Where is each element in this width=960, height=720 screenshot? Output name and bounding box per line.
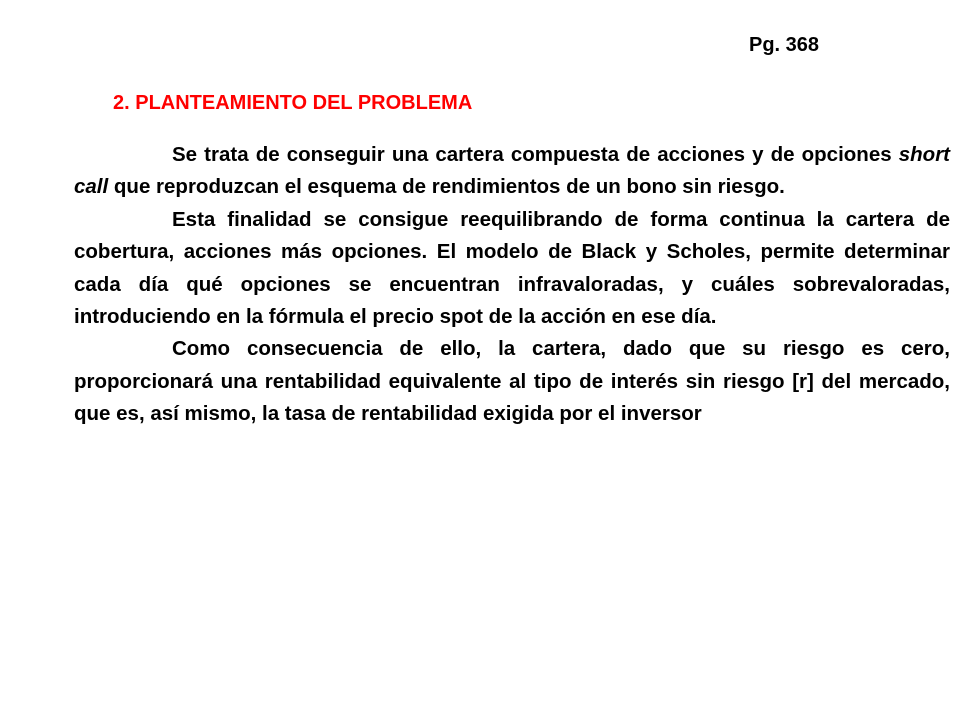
- section-title: 2. PLANTEAMIENTO DEL PROBLEMA: [113, 92, 473, 114]
- paragraph-1-emphasis: short call: [74, 143, 950, 199]
- paragraph-1-after: que reproduzcan el esquema de rendimientos de un bono sin riesgo.: [108, 175, 785, 199]
- body-text: [74, 139, 950, 431]
- paragraph-2: Esta finalidad se consigue reequilibrando de forma continua la cartera de cobertura, acciones más opciones. El modelo de Black y Scholes, permite determinar cada día qué opciones se encuentran infravaloradas, y cuáles sobrevaloradas, introduciendo en la fórmula el precio spot de la acción en ese día.: [74, 207, 950, 329]
- page-number: Pg. 368: [749, 34, 820, 56]
- paragraph-1: [74, 139, 950, 204]
- paragraph-3: Como consecuencia de ello, la cartera, dado que su riesgo es cero, proporcionará una rentabilidad equivalente al tipo de interés sin riesgo [r] del mercado, que es, así mismo, la tasa de rentabilidad exigida por el inversor: [74, 337, 950, 426]
- paragraph-1-before: Se trata de conseguir una cartera compuesta de acciones y de opciones: [172, 143, 899, 166]
